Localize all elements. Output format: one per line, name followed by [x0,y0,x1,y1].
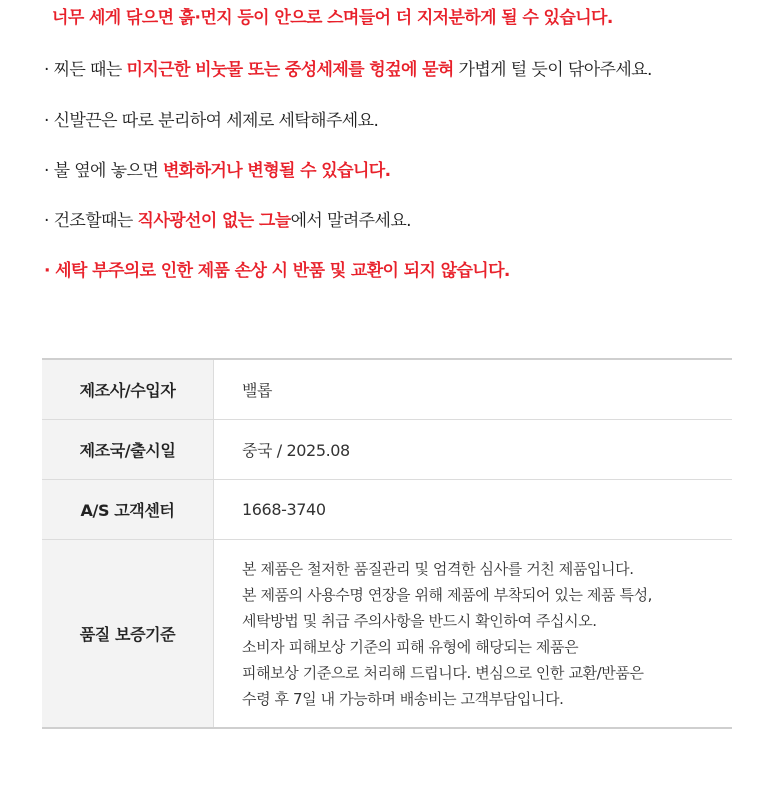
spec-label-as-center: A/S 고객센터 [42,480,214,540]
quality-line: 세탁방법 및 취급 주의사항을 반드시 확인하여 주십시오. [242,611,597,630]
quality-line: 본 제품의 사용수명 연장을 위해 제품에 부착되어 있는 제품 특성, [242,585,653,604]
note-text-red: · 세탁 부주의로 인한 제품 손상 시 반품 및 교환이 되지 않습니다. [44,261,510,281]
spec-label-quality: 품질 보증기준 [42,540,214,729]
spec-value-as-center: 1668-3740 [214,480,733,540]
table-row [42,540,732,729]
note-text-red: 너무 세게 닦으면 흙·먼지 등이 안으로 스며들어 더 지저분하게 될 수 있습니다. [52,8,613,28]
care-instructions [0,0,780,340]
note-text-red: 변화하거나 변형될 수 있습니다. [162,161,391,181]
note-text: · 건조할때는 [44,211,138,231]
care-note [52,6,613,30]
note-text-red: 미지근한 비눗물 또는 중성세제를 헝겊에 묻혀 [126,60,454,80]
note-text: 에서 말려주세요. [290,211,411,231]
table-row [42,359,732,420]
care-note [44,58,652,82]
spec-value-manufacturer: 밸롭 [214,359,733,420]
care-note [44,259,510,283]
note-text-red: 직사광선이 없는 그늘 [137,211,291,231]
note-text: · 신발끈은 따로 분리하여 세제로 세탁해주세요. [44,111,379,131]
care-note [44,109,378,133]
care-note [44,159,390,183]
care-note [44,209,411,233]
table-row [42,480,732,540]
quality-line: 수령 후 7일 내 가능하며 배송비는 고객부담입니다. [242,689,564,708]
quality-line: 본 제품은 철저한 품질관리 및 엄격한 심사를 거친 제품입니다. [242,559,634,578]
product-spec-table [42,358,732,729]
spec-label-manufacturer: 제조사/수입자 [42,359,214,420]
note-text: · 찌든 때는 [44,60,127,80]
note-text: · 불 옆에 놓으면 [44,161,163,181]
note-text: 가볍게 털 듯이 닦아주세요. [453,60,652,80]
spec-value-origin-date: 중국 / 2025.08 [214,420,733,480]
spec-value-quality [214,540,733,729]
quality-line: 피해보상 기준으로 처리해 드립니다. 변심으로 인한 교환/반품은 [242,663,644,682]
table-row [42,420,732,480]
quality-line: 소비자 피해보상 기준의 피해 유형에 해당되는 제품은 [242,637,579,656]
spec-label-origin-date: 제조국/출시일 [42,420,214,480]
